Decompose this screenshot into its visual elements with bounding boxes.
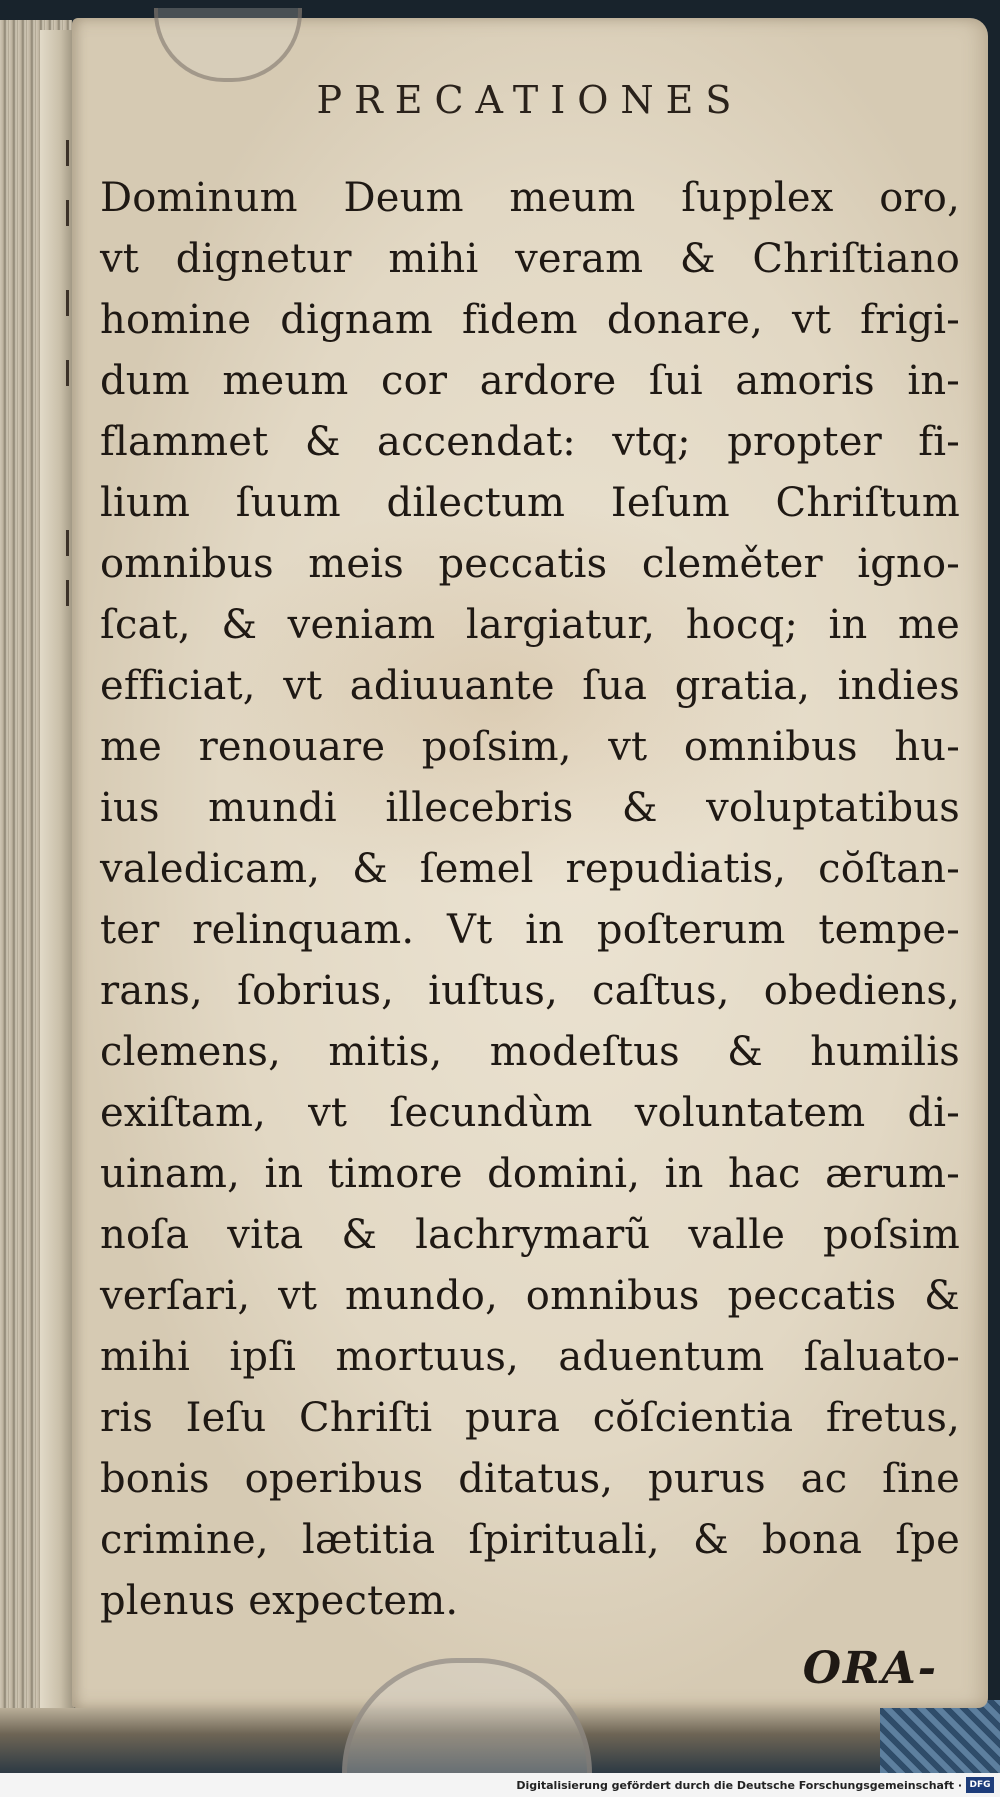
text-line: lium ſuum dilectum Ieſum Chriſtum — [100, 480, 960, 526]
bottom-clip-icon — [342, 1658, 592, 1773]
margin-mark — [66, 140, 69, 166]
margin-mark — [66, 580, 69, 606]
text-line: noſa vita & lachrymarũ valle poſsim — [100, 1212, 960, 1258]
dfg-logo-icon: DFG — [966, 1777, 994, 1793]
text-line: plenus expectem. — [100, 1578, 459, 1624]
text-line: me renouare poſsim, vt omnibus hu- — [100, 724, 960, 770]
text-line: efficiat, vt adiuuante ſua gratia, indies — [100, 663, 960, 709]
digitization-credit: Digitalisierung gefördert durch die Deutsche Forschungsgemeinschaft · — [516, 1779, 962, 1792]
text-line: ris Ieſu Chriſti pura cŏſcientia fretus, — [100, 1395, 960, 1441]
text-line: uinam, in timore domini, in hac ærum- — [100, 1151, 960, 1197]
text-line: flammet & accendat: vtq; propter fi- — [100, 419, 960, 465]
text-line: vt dignetur mihi veram & Chriſtiano — [100, 236, 960, 282]
text-line: homine dignam fidem donare, vt frigi- — [100, 297, 960, 343]
margin-mark — [66, 530, 69, 556]
text-line: omnibus meis peccatis cleměter igno- — [100, 541, 960, 587]
page-edge-highlight — [40, 30, 74, 1710]
margin-mark — [66, 290, 69, 316]
text-line: ſcat, & veniam largiatur, hocq; in me — [100, 602, 960, 648]
text-line: ter relinquam. Vt in poſterum tempe- — [100, 907, 960, 953]
top-clip-icon — [154, 8, 302, 82]
text-line: crimine, lætitia ſpirituali, & bona ſpe — [100, 1517, 960, 1563]
book-binding-corner — [880, 1700, 1000, 1773]
text-line: rans, ſobrius, iuſtus, caſtus, obediens, — [100, 968, 960, 1014]
text-line: bonis operibus ditatus, purus ac ſine — [100, 1456, 960, 1502]
margin-mark — [66, 360, 69, 386]
text-line: verſari, vt mundo, omnibus peccatis & — [100, 1273, 960, 1319]
running-head: PRECATIONES — [316, 78, 744, 122]
text-line: Dominum Deum meum ſupplex oro, — [100, 175, 960, 221]
text-line: exiſtam, vt ſecundùm voluntatem di- — [100, 1090, 960, 1136]
margin-mark — [66, 200, 69, 226]
book-page — [72, 18, 988, 1708]
text-line: mihi ipſi mortuus, aduentum ſaluato- — [100, 1334, 960, 1380]
text-line: dum meum cor ardore ſui amoris in- — [100, 358, 960, 404]
prayer-text — [100, 168, 960, 1632]
catchword: ORA- — [802, 1643, 938, 1694]
text-line: ius mundi illecebris & voluptatibus — [100, 785, 960, 831]
text-line: clemens, mitis, modeſtus & humilis — [100, 1029, 960, 1075]
text-line: valedicam, & ſemel repudiatis, cŏſtan- — [100, 846, 960, 892]
